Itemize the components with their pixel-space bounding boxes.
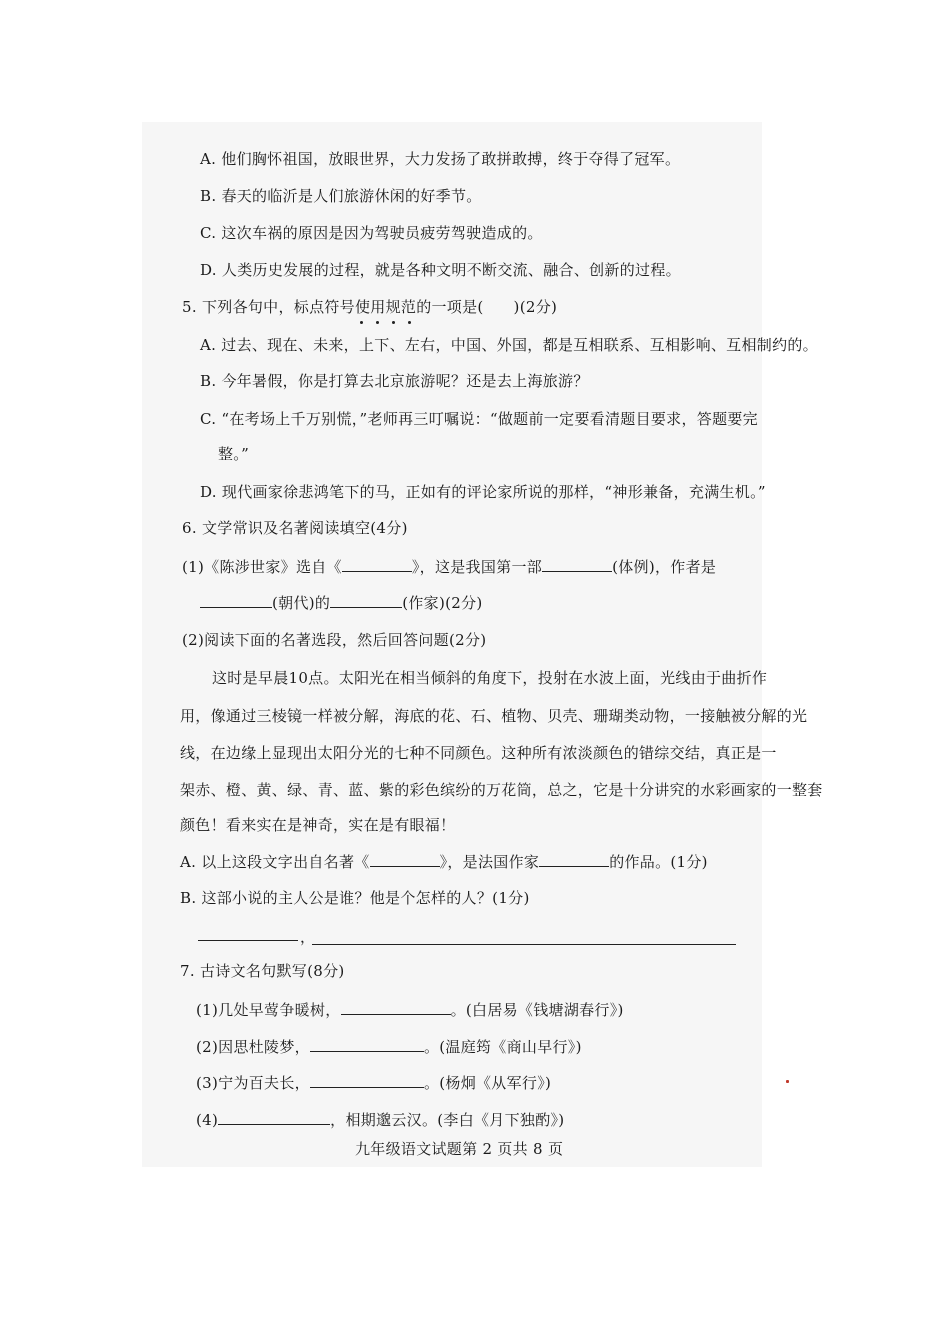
red-ink-mark [786,1080,789,1083]
q7-title: 7. 古诗文名句默写(8分) [180,962,345,980]
passage-line-5: 颜色！看来实在是神奇，实在是有眼福！ [180,816,456,834]
q6-blank-writer[interactable] [539,852,609,867]
answer-comma: ， [300,928,316,946]
q5-stem-prefix: 5. 下列各句中，标点符号 [182,298,355,316]
q5-stem-suffix: 的一项是( [416,298,484,316]
passage-line-2: 用，像通过三棱镜一样被分解，海底的花、石、植物、贝壳、珊瑚类动物，一接触被分解的光 [180,707,808,725]
answer-line-protagonist[interactable] [198,940,298,941]
q4-option-b: B. 春天的临沂是人们旅游休闲的好季节。 [200,187,482,205]
q6-blank-author[interactable] [330,593,402,608]
q6-part2: (2)阅读下面的名著选段，然后回答问题(2分) [182,631,487,649]
q6-blank-book[interactable] [370,852,440,867]
q5-stem [182,297,557,317]
q7-blank-4[interactable] [218,1110,330,1125]
passage-line-4: 架赤、橙、黄、绿、青、蓝、紫的彩色缤纷的万花筒，总之，它是十分讲究的水彩画家的一整套 [180,781,823,799]
q6-question-b: B. 这部小说的主人公是谁？他是个怎样的人？(1分) [180,889,530,907]
q4-option-c: C. 这次车祸的原因是因为驾驶员疲劳驾驶造成的。 [200,224,543,242]
q6-title: 6. 文学常识及名著阅读填空(4分) [182,519,408,537]
q6-blank-genre[interactable] [542,557,612,572]
q6-blank-source[interactable] [342,557,412,572]
q7-line-4: (4) ，相期邈云汉。(李白《月下独酌》) [196,1111,565,1129]
q4-option-d: D. 人类历史发展的过程，就是各种文明不断交流、融合、创新的过程。 [200,261,681,279]
q7-line-3: (3)宁为百夫长， 。(杨炯《从军行》) [196,1074,552,1092]
q7-line-1: (1)几处早莺争暖树， 。(白居易《钱塘湖春行》) [196,1001,624,1019]
q7-blank-1[interactable] [341,1000,451,1015]
q5-option-c-line2: 整。” [218,445,250,463]
q4-option-a: A. 他们胸怀祖国，放眼世界，大力发扬了敢拼敢搏，终于夺得了冠军。 [200,150,681,168]
passage-line-3: 线，在边缘上显现出太阳分光的七种不同颜色。这种所有浓淡颜色的错综交结，真正是一 [180,744,777,762]
q7-blank-3[interactable] [310,1073,424,1088]
q7-line-2: (2)因思杜陵梦， 。(温庭筠《商山早行》) [196,1038,582,1056]
page-footer: 九年级语文试题第 2 页共 8 页 [355,1140,564,1158]
q7-blank-2[interactable] [310,1037,424,1052]
passage-line-1: 这时是早晨10点。太阳光在相当倾斜的角度下，投射在水波上面，光线由于曲折作 [212,669,768,687]
q5-option-a: A. 过去、现在、未来，上下、左右，中国、外国，都是互相联系、互相影响、互相制约的。 [200,336,818,354]
q6-blank-dynasty[interactable] [200,593,272,608]
answer-line-description[interactable] [312,944,736,945]
q5-option-b: B. 今年暑假，你是打算去北京旅游呢？还是去上海旅游？ [200,372,589,390]
q5-stem-score: )(2分) [513,298,558,316]
q6-part1-line2: (朝代)的 (作家)(2分) [200,593,483,613]
q5-option-c-line1: C. “在考场上千万别慌，”老师再三叮嘱说：“做题前一定要看清题目要求，答题要完 [200,410,758,428]
q6-part1-line1: (1)《陈涉世家》选自《 》，这是我国第一部 (体例)，作者是 [182,558,717,576]
q5-stem-emphasis: 使用规范 [355,298,416,316]
q5-option-d: D. 现代画家徐悲鸿笔下的马，正如有的评论家所说的那样，“神形兼备，充满生机。” [200,483,766,501]
q6-question-a: A. 以上这段文字出自名著《 》，是法国作家 的作品。(1分) [180,853,708,871]
